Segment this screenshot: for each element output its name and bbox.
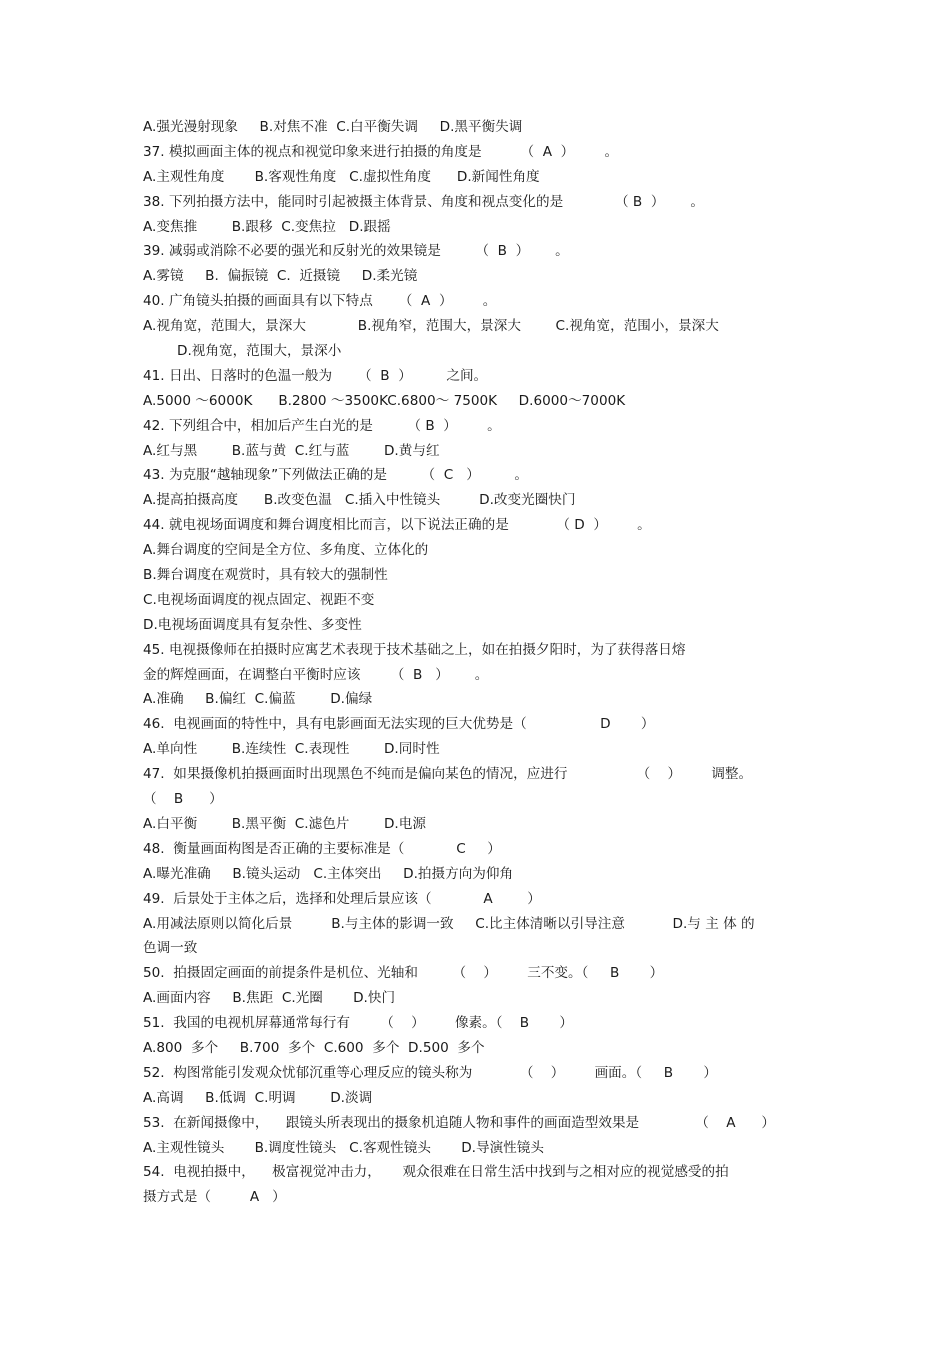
text-line: 摄方式是（ A ） [143,1189,286,1206]
text-line: A.白平衡 B.黑平衡 C.滤色片 D.电源 [143,815,426,832]
text-line: 37. 模拟画面主体的视点和视觉印象来进行拍摄的角度是 （ A ） 。 [143,143,619,160]
text-line: B.舞台调度在观赏时，具有较大的强制性 [143,567,388,584]
text-line: A.舞台调度的空间是全方位、多角度、立体化的 [143,542,429,559]
text-line: 46. 电视画面的特性中，具有电影画面无法实现的巨大优势是（ D ） [143,716,655,733]
text-line: 39. 减弱或消除不必要的强光和反射光的效果镜是 （ B ） 。 [143,243,569,260]
text-line: A.红与黑 B.蓝与黄 C.红与蓝 D.黄与红 [143,442,440,459]
text-line: A.单向性 B.连续性 C.表现性 D.同时性 [143,741,440,758]
text-line: C.电视场面调度的视点固定、视距不变 [143,591,375,608]
text-line: 54. 电视拍摄中， 极富视觉冲击力， 观众很难在日常生活中找到与之相对应的视觉感受的拍 [143,1164,729,1181]
text-line: A.主观性镜头 B.调度性镜头 C.客观性镜头 D.导演性镜头 [143,1139,544,1156]
text-line: （ B ） [143,791,223,808]
text-line: A.主观性角度 B.客观性角度 C.虚拟性角度 D.新闻性角度 [143,168,540,185]
text-line: 43. 为克服“越轴现象”下列做法正确的是 （ C ） 。 [143,467,528,484]
text-line: 52. 构图常能引发观众忧郁沉重等心理反应的镜头称为 （ ） 画面。（ B ） [143,1064,717,1081]
text-line: A.视角宽，范围大，景深大 B.视角窄，范围大，景深大 C.视角宽，范围小，景深大 [143,318,719,335]
text-line: D.电视场面调度具有复杂性、多变性 [143,616,362,633]
text-line: 51. 我国的电视机屏幕通常每行有 （ ） 像素。（ B ） [143,1015,573,1032]
text-line: D.视角宽，范围大，景深小 [177,343,342,360]
text-line: 47. 如果摄像机拍摄画面时出现黑色不纯而是偏向某色的情况，应进行 （ ） 调整。 [143,766,753,783]
text-line: A.高调 B.低调 C.明调 D.淡调 [143,1089,373,1106]
text-line: 44. 就电视场面调度和舞台调度相比而言，以下说法正确的是 （ D ） 。 [143,517,651,534]
text-line: 45. 电视摄像师在拍摄时应寓艺术表现于技术基础之上，如在拍摄夕阳时，为了获得落日熔 [143,641,686,658]
text-line: A.800 多个 B.700 多个 C.600 多个 D.500 多个 [143,1039,485,1056]
text-line: 金的辉煌画面，在调整白平衡时应该 （ B ） 。 [143,666,489,683]
text-line: A.5000 ～6000K B.2800 ～3500KC.6800～ 7500K D.6000～7000K [143,392,626,409]
text-line: 53. 在新闻摄像中， 跟镜头所表现出的摄象机追随人物和事件的画面造型效果是 （ A ） [143,1114,776,1131]
text-line: 41. 日出、日落时的色温一般为 （ B ） 之间。 [143,367,488,384]
text-line: A.曝光准确 B.镜头运动 C.主体突出 D.拍摄方向为仰角 [143,865,514,882]
text-line: A.强光漫射现象 B.对焦不准 C.白平衡失调 D.黑平衡失调 [143,119,523,135]
text-line: 50. 拍摄固定画面的前提条件是机位、光轴和 （ ） 三不变。（ B ） [143,965,664,982]
text-line: 40. 广角镜头拍摄的画面具有以下特点 （ A ） 。 [143,293,497,310]
text-line: A.准确 B.偏红 C.偏蓝 D.偏绿 [143,691,373,708]
text-line: A.画面内容 B.焦距 C.光圈 D.快门 [143,990,396,1007]
text-line: A.提高拍摄高度 B.改变色温 C.插入中性镜头 D.改变光圈快门 [143,492,576,509]
text-line: 38. 下列拍摄方法中，能同时引起被摄主体背景、角度和视点变化的是 （ B ） 。 [143,193,705,210]
text-line: 色调一致 [143,940,198,957]
text-line: A.用减法原则以简化后景 B.与主体的影调一致 C.比主体清晰以引导注意 D.与 主 体 的 [143,915,755,932]
question-list [143,115,813,1210]
text-line: 48. 衡量画面构图是否正确的主要标准是（ C ） [143,840,501,857]
text-line: A.变焦推 B.跟移 C.变焦拉 D.跟摇 [143,218,391,235]
text-line: 49. 后景处于主体之后，选择和处理后景应该（ A ） [143,890,541,907]
text-line: A.雾镜 B. 偏振镜 C. 近摄镜 D.柔光镜 [143,268,418,285]
text-line: 42. 下列组合中，相加后产生白光的是 （ B ） 。 [143,417,501,434]
